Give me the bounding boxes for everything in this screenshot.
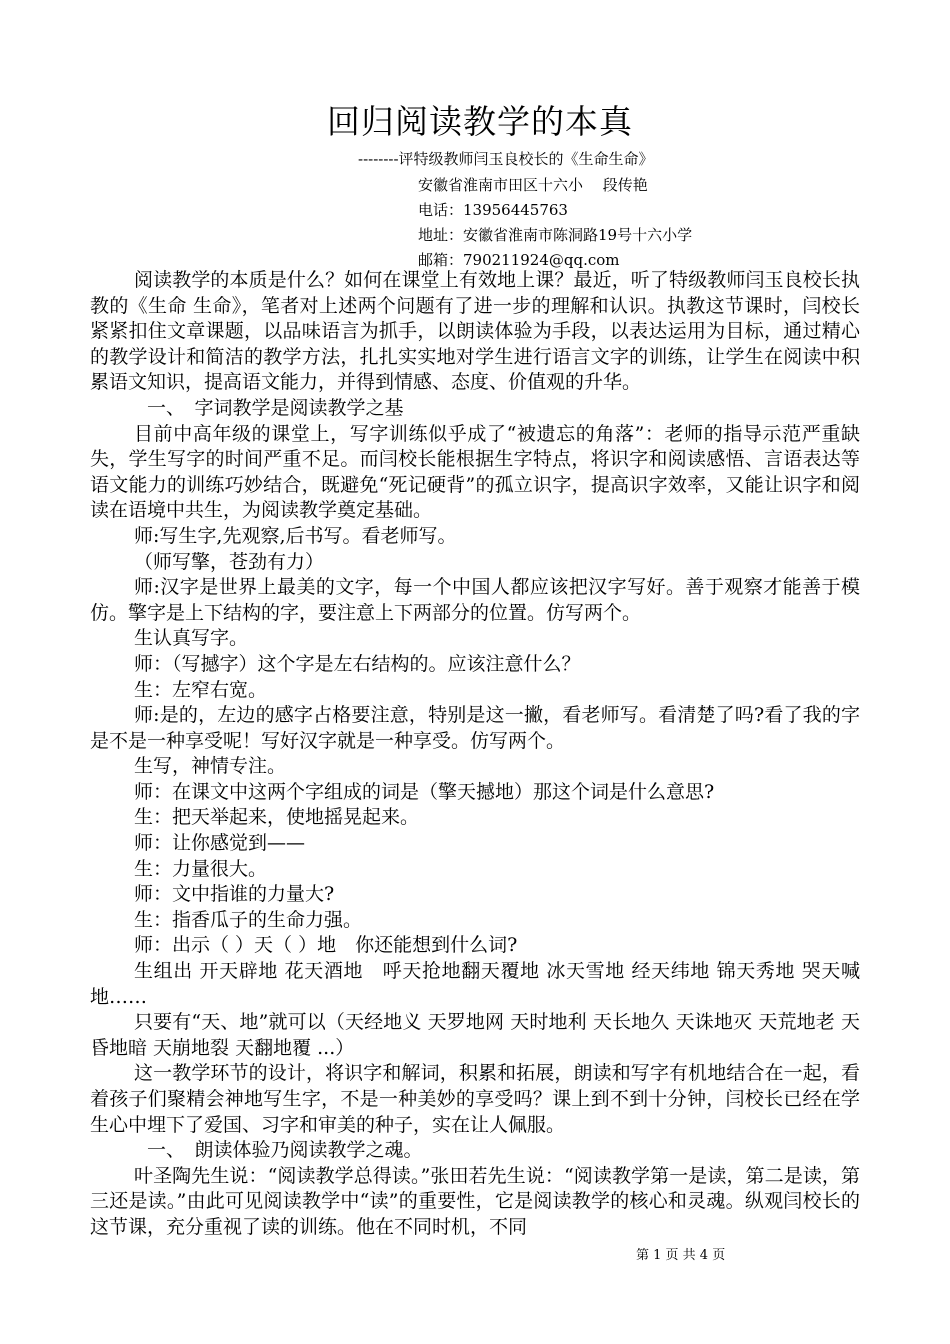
dialogue-line: 生写，神情专注。 <box>134 755 287 778</box>
word-list-paragraph: 只要有“天、地”就可以（天经地义 天罗地网 天时地利 天长地久 天诛地灭 天荒地老 天昏地暗 天崩地裂 天翻地覆 ...） <box>90 1011 860 1059</box>
body-paragraph: 目前中高年级的课堂上，写字训练似乎成了“被遗忘的角落”：老师的指导示范严重缺失，学生写字的时间严重不足。而闫校长能根据生字特点，将识字和阅读感悟、言语表达等语文能力的训练巧妙结合，既避免“死记硬背”的孤立识字，提高识字效率，又能让识字和阅读在语境中共生，为阅读教学奠定基础。 <box>90 422 860 522</box>
dialogue-line: 师：让你感觉到—— <box>134 832 306 855</box>
section-heading-1: 一、 字词教学是阅读教学之基 <box>147 396 404 419</box>
dialogue-line: 师:是的，左边的感字占格要注意，特别是这一撇，看老师写。看清楚了吗?看了我的字是不是一种享受呢！写好汉字就是一种享受。仿写两个。 <box>90 704 860 752</box>
body-paragraph: 叶圣陶先生说：“阅读教学总得读。”张田若先生说：“阅读教学第一是读，第二是读，第三还是读。”由此可见阅读教学中“读”的重要性，它是阅读教学的核心和灵魂。纵观闫校长的这节课，充分重视了读的训练。他在不同时机，不同 <box>90 1164 860 1238</box>
dialogue-line: 师:汉字是世界上最美的文字，每一个中国人都应该把汉字写好。善于观察才能善于模仿。擎字是上下结构的字，要注意上下两部分的位置。仿写两个。 <box>90 576 860 624</box>
dialogue-line: 生认真写字。 <box>134 627 249 650</box>
body-paragraph: 这一教学环节的设计，将识字和解词，积累和拓展，朗读和写字有机地结合在一起，看着孩子们聚精会神地写生字，不是一种美妙的享受吗？课上到不到十分钟，闫校长已经在学生心中埋下了爱国、习字和审美的种子，实在让人佩服。 <box>90 1062 860 1136</box>
dialogue-line: 师：文中指谁的力量大? <box>134 883 335 906</box>
dialogue-line: 师：出示（ ）天（ ）地 你还能想到什么词? <box>134 934 518 957</box>
phone-line: 电话：13956445763 <box>418 201 568 219</box>
document-body <box>90 268 860 1241</box>
author-line: 安徽省淮南市田区十六小 段传艳 <box>418 176 648 194</box>
email-line: 邮箱：790211924@qq.com <box>418 251 620 269</box>
dialogue-line: （师写擎，苍劲有力） <box>134 550 325 573</box>
intro-paragraph: 阅读教学的本质是什么？如何在课堂上有效地上课？最近，听了特级教师闫玉良校长执教的《生命 生命》，笔者对上述两个问题有了进一步的理解和认识。执教这节课时，闫校长紧紧扣住文章课题，以品味语言为抓手，以朗读体验为手段，以表达运用为目标，通过精心的教学设计和简洁的教学方法，扎扎实实地对学生进行语言文字的训练，让学生在阅读中积累语文知识，提高语文能力，并得到情感、态度、价值观的升华。 <box>90 269 860 394</box>
word-list-paragraph: 生组出 开天辟地 花天酒地 呼天抢地翻天覆地 冰天雪地 经天纬地 锦天秀地 哭天喊地…… <box>90 960 860 1008</box>
dialogue-line: 生：把天举起来，使地摇晃起来。 <box>134 806 420 829</box>
section-heading-2: 一、 朗读体验乃阅读教学之魂。 <box>147 1139 423 1162</box>
dialogue-line: 师：在课文中这两个字组成的词是（擎天撼地）那这个词是什么意思? <box>134 780 715 803</box>
dialogue-line: 生：力量很大。 <box>134 857 268 880</box>
dialogue-line: 生：指香瓜子的生命力强。 <box>134 908 363 931</box>
dialogue-line: 师：（写撼字）这个字是左右结构的。应该注意什么？ <box>134 652 581 675</box>
dialogue-line: 生：左窄右宽。 <box>134 678 268 701</box>
page-footer: 第 1 页 共 4 页 <box>636 1248 726 1263</box>
document-title: 回归阅读教学的本真 <box>327 102 633 141</box>
document-subtitle: --------评特级教师闫玉良校长的《生命生命》 <box>358 150 654 168</box>
address-line: 地址：安徽省淮南市陈洞路19号十六小学 <box>418 226 693 244</box>
dialogue-line: 师:写生字,先观察,后书写。看老师写。 <box>134 524 457 547</box>
